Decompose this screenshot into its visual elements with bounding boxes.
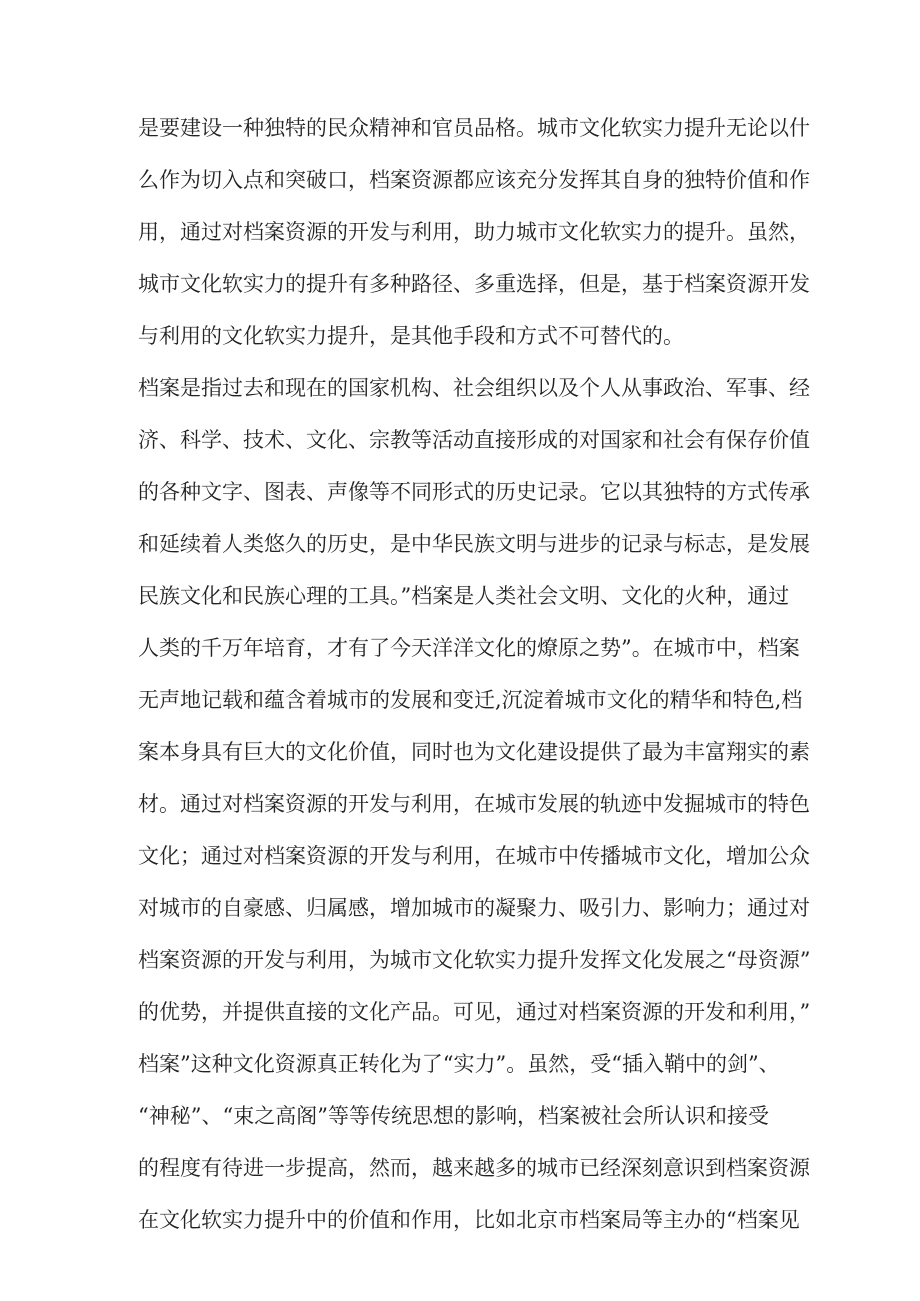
text-line: 在文化软实力提升中的价值和作用，比如北京市档案局等主办的“档案见 xyxy=(138,1208,800,1232)
text-line: 用，通过对档案资源的开发与利用，助力城市文化软实力的提升。虽然， xyxy=(138,220,810,244)
text-line: 档案是指过去和现在的国家机构、社会组织以及个人从事政治、军事、经 xyxy=(138,376,810,400)
body-text xyxy=(138,102,811,1246)
text-line: 人类的千万年培育，才有了今天洋洋文化的燎原之势”。在城市中，档案 xyxy=(138,636,800,660)
text-line: 和延续着人类悠久的历史，是中华民族文明与进步的记录与标志，是发展 xyxy=(138,532,810,556)
text-line: 无声地记载和蕴含着城市的发展和变迁,沉淀着城市文化的精华和特色,档 xyxy=(138,688,803,712)
text-line: 与利用的文化软实力提升，是其他手段和方式不可替代的。 xyxy=(138,324,684,348)
text-line: 文化；通过对档案资源的开发与利用，在城市中传播城市文化，增加公众 xyxy=(138,844,810,868)
text-line: 的优势，并提供直接的文化产品。可见，通过对档案资源的开发和利用，” xyxy=(138,1000,811,1024)
text-line: 民族文化和民族心理的工具。”档案是人类社会文明、文化的火种，通过 xyxy=(138,584,790,608)
text-line: 是要建设一种独特的民众精神和官员品格。城市文化软实力提升无论以什 xyxy=(138,116,810,140)
text-line: 档案”这种文化资源真正转化为了“实力”。虽然，受“插入鞘中的剑”、 xyxy=(138,1052,780,1076)
text-line: 档案资源的开发与利用，为城市文化软实力提升发挥文化发展之“母资源” xyxy=(138,948,811,972)
text-line: 济、科学、技术、文化、宗教等活动直接形成的对国家和社会有保存价值 xyxy=(138,428,810,452)
text-line: 的各种文字、图表、声像等不同形式的历史记录。它以其独特的方式传承 xyxy=(138,480,810,504)
text-line: 的程度有待进一步提高，然而，越来越多的城市已经深刻意识到档案资源 xyxy=(138,1156,810,1180)
text-line: 城市文化软实力的提升有多种路径、多重选择，但是，基于档案资源开发 xyxy=(138,272,810,296)
text-line: 材。通过对档案资源的开发与利用，在城市发展的轨迹中发掘城市的特色 xyxy=(138,792,810,816)
text-line: 么作为切入点和突破口，档案资源都应该充分发挥其自身的独特价值和作 xyxy=(138,168,810,192)
text-line: “神秘”、“束之高阁”等等传统思想的影响，档案被社会所认识和接受 xyxy=(138,1104,769,1128)
text-line: 案本身具有巨大的文化价值，同时也为文化建设提供了最为丰富翔实的素 xyxy=(138,740,810,764)
text-line: 对城市的自豪感、归属感，增加城市的凝聚力、吸引力、影响力；通过对 xyxy=(138,896,810,920)
